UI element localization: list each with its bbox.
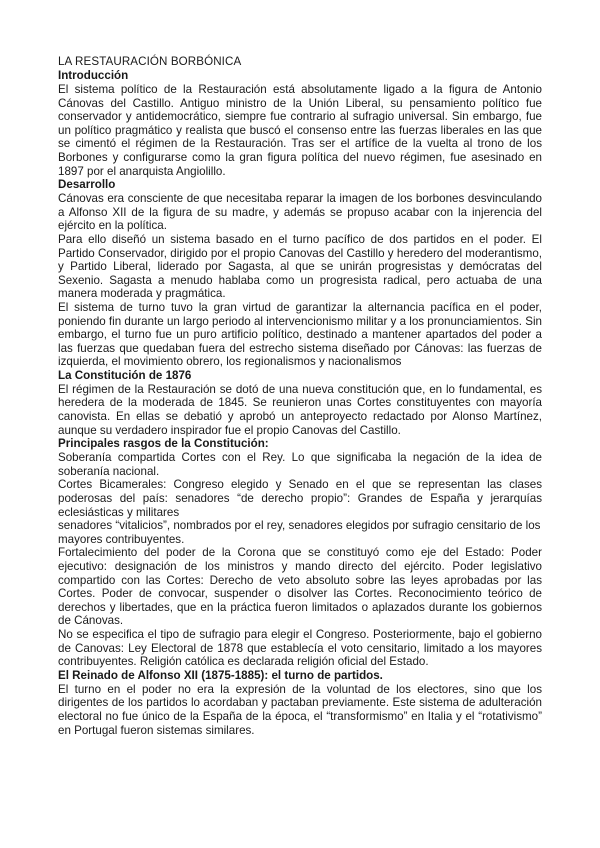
paragraph: El sistema político de la Restauración está absolutamente ligado a la figura de Antonio Cánovas del Castillo. Antiguo ministro de la Unión Liberal, su pensamiento político fue conservador y antidemocrático, siempre fue contrario al sufragio universal. Sin embargo, fue un político pragmático y realista que buscó el consenso entre las fuerzas liberales en las que se cimentó el régimen de la Restauración. Tras ser el artífice de la vuelta al trono de los Borbones y configurarse como la gran figura política del nuevo régimen, fue asesinado en 1897 por el anarquista Angiolillo. (58, 83, 542, 178)
document-title: LA RESTAURACIÓN BORBÓNICA (58, 55, 242, 68)
document-page (58, 55, 542, 737)
paragraph: Cánovas era consciente de que necesitaba reparar la imagen de los borbones desvinculando a Alfonso XII de la figura de su madre, y además se propuso acabar con la injerencia del ejército en la política. (58, 192, 542, 233)
paragraph: Cortes Bicamerales: Congreso elegido y Senado en el que se representan las clases poderosas del país: senadores “de derecho propio”: Grandes de España y jerarquías eclesiásticas y militares (58, 478, 542, 519)
paragraph: No se especifica el tipo de sufragio para elegir el Congreso. Posteriormente, bajo el gobierno de Canovas: Ley Electoral de 1878 que establecía el voto censitario, limitado a los mayores contribuyentes. Religión católica es declarada religión oficial del Estado. (58, 627, 542, 669)
section-heading-constitucion-1876: La Constitución de 1876 (58, 368, 192, 382)
paragraph: Fortalecimiento del poder de la Corona que se constituyó como eje del Estado: Poder ejecutivo: designación de los ministros y mando directo del ejército. Poder legislativo compartido con las Cortes: Derecho de veto absoluto sobre las leyes aprobadas por las Cortes. Poder de convocar, suspender o disolver las Cortes. Reconocimiento teórico de derechos y libertades, que en la práctica fueron limitados o aplazados durante los gobiernos de Cánovas. (58, 546, 542, 628)
paragraph: Para ello diseñó un sistema basado en el turno pacífico de dos partidos en el poder. El Partido Conservador, dirigido por el propio Canovas del Castillo y heredero del moderantismo, y Partido Liberal, liderado por Sagasta, al que se unirán progresistas y demócratas del Sexenio. Sagasta a menudo hablaba como un progresista radical, pero actuaba de una manera moderada y pragmática. (58, 232, 542, 301)
paragraph: El régimen de la Restauración se dotó de una nueva constitución que, en lo fundamental, es heredera de la moderada de 1845. Se reunieron unas Cortes constituyentes con mayoría canovista. En ellas se debatió y aprobó un anteproyecto redactado por Alonso Martínez, aunque su verdadero inspirador fue el propio Canovas del Castillo. (58, 382, 542, 437)
paragraph: senadores “vitalicios”, nombrados por el rey, senadores elegidos por sufragio censitario de los mayores contribuyentes. (58, 519, 541, 546)
section-heading-reinado-alfonso-xii: El Reinado de Alfonso XII (1875-1885): el turno de partidos. (58, 668, 383, 682)
section-heading-introduccion: Introducción (58, 69, 129, 82)
paragraph: El sistema de turno tuvo la gran virtud de garantizar la alternancia pacífica en el poder, poniendo fin durante un largo periodo al intervencionismo militar y a los pronunciamientos. Sin embargo, el turno fue un puro artificio político, destinado a mantener apartados del poder a las fuerzas que quedaban fuera del estrecho sistema diseñado por Cánovas: las fuerzas de izquierda, el movimiento obrero, los regionalismos y nacionalismos (58, 300, 542, 369)
paragraph: El turno en el poder no era la expresión de la voluntad de los electores, sino que los dirigentes de los partidos lo acordaban y pactaban previamente. Este sistema de adulteración electoral no fue único de la España de la época, el “transformismo” en Italia y el “rotativismo” en Portugal fueron sistemas similares. (58, 682, 542, 737)
section-heading-desarrollo: Desarrollo (58, 178, 116, 192)
section-heading-principales-rasgos: Principales rasgos de la Constitución: (58, 437, 269, 451)
paragraph: Soberanía compartida Cortes con el Rey. Lo que significaba la negación de la idea de soberanía nacional. (58, 451, 542, 478)
